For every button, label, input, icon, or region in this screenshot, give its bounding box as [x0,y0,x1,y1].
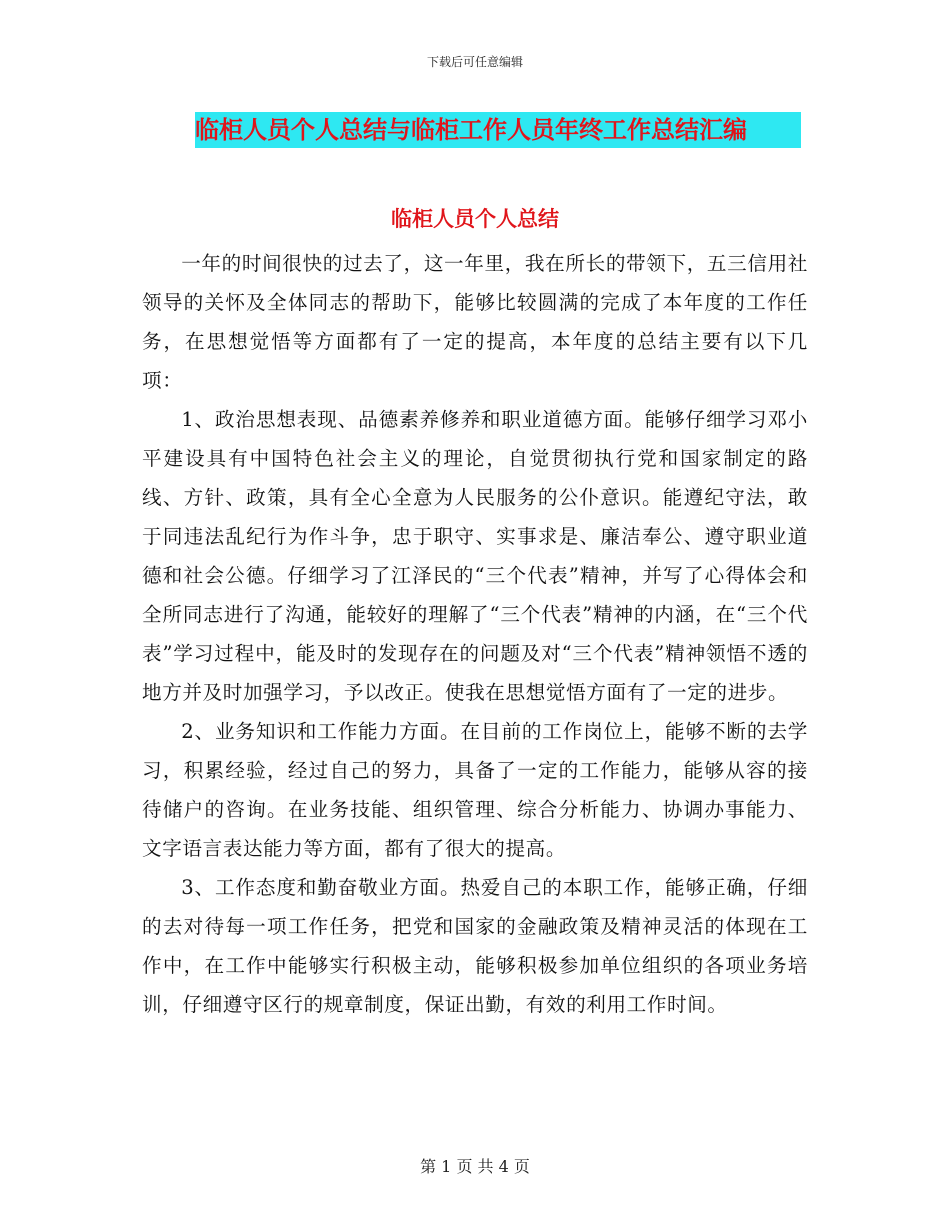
section-title: 临柜人员个人总结 [391,207,559,231]
header-note: 下载后可任意编辑 [426,55,523,69]
paragraph-attitude: 3、工作态度和勤奋敬业方面。热爱自己的本职工作，能够正确，仔细的去对待每一项工作任务，把党和国家的金融政策及精神灵活的体现在工作中，在工作中能够实行积极主动，能够积极参加单位组织的各项业务培训，仔细遵守区行的规章制度，保证出勤，有效的利用工作时间。 [142,876,808,1016]
document-body [142,244,808,1024]
page-number-footer: 第 1 页 共 4 页 [420,1157,530,1176]
paragraph-skills: 2、业务知识和工作能力方面。在目前的工作岗位上，能够不断的去学习，积累经验，经过自己的努力，具备了一定的工作能力，能够从容的接待储户的咨询。在业务技能、组织管理、综合分析能力、协调办事能力、文字语言表达能力等方面，都有了很大的提高。 [142,720,808,860]
document-title: 临柜人员个人总结与临柜工作人员年终工作总结汇编 [195,112,801,148]
paragraph-political: 1、政治思想表现、品德素养修养和职业道德方面。能够仔细学习邓小平建设具有中国特色社会主义的理论，自觉贯彻执行党和国家制定的路线、方针、政策，具有全心全意为人民服务的公仆意识。能遵纪守法，敢于同违法乱纪行为作斗争，忠于职守、实事求是、廉洁奉公、遵守职业道德和社会公德。仔细学习了江泽民的“三个代表”精神，并写了心得体会和全所同志进行了沟通，能较好的理解了“三个代表”精神的内涵，在“三个代表”学习过程中，能及时的发现存在的问题及对“三个代表”精神领悟不透的地方并及时加强学习，予以改正。使我在思想觉悟方面有了一定的进步。 [142,408,808,704]
paragraph-intro: 一年的时间很快的过去了，这一年里，我在所长的带领下，五三信用社领导的关怀及全体同志的帮助下，能够比较圆满的完成了本年度的工作任务，在思想觉悟等方面都有了一定的提高，本年度的总结主要有以下几项： [142,252,808,392]
